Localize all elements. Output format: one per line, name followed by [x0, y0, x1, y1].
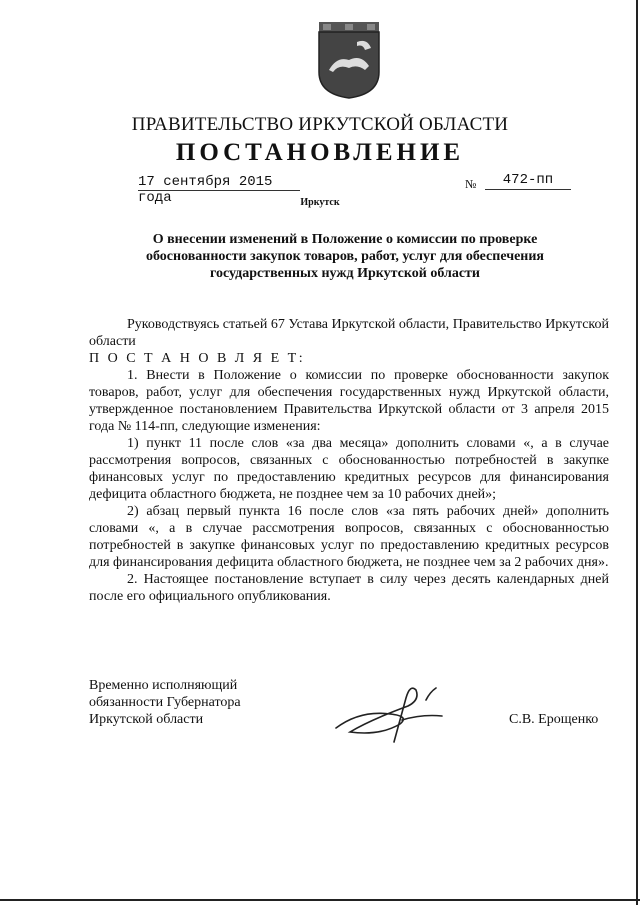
handwritten-signature [330, 680, 470, 750]
signatory-name: С.В. Ерощенко [509, 712, 599, 727]
item-2-paragraph: 2. Настоящее постановление вступает в силу через десять календарных дней после его официального опубликования. [89, 572, 609, 604]
decree-heading: П О С Т А Н О В Л Я Е Т: [89, 351, 306, 366]
document-subject: О внесении изменений в Положение о комиссии по проверке обоснованности закупок товаров, работ, услуг для обеспечения государственных нужд Иркутской области [145, 232, 545, 281]
page-edge-bottom [0, 899, 640, 901]
document-body [89, 316, 609, 605]
item-1-paragraph: 1. Внести в Положение о комиссии по проверке обоснованности закупок товаров, работ, услуг для обеспечения государственных нужд Иркутской области, утвержденное постановлением Правительства Иркутской области от 3 апреля 2015 года № 114-пп, следующие изменения: [89, 368, 609, 434]
position-line: обязанности Губернатора [89, 695, 241, 710]
document-type-title: ПОСТАНОВЛЕНИЕ [175, 139, 465, 166]
item-1-1-paragraph: 1) пункт 11 после слов «за два месяца» дополнить словами «, а в случае рассмотрения вопросов, связанных с обоснованностью потребностей в закупке финансовых услуг по предоставлению кредитных ресурсов для финансирования дефицита областного бюджета, не позднее чем за 10 рабочих дней»; [89, 436, 609, 502]
intro-paragraph: Руководствуясь статьей 67 Устава Иркутской области, Правительство Иркутской области [89, 317, 609, 349]
position-line: Иркутской области [89, 712, 204, 727]
document-city: Иркутск [300, 197, 340, 208]
document-date: 17 сентября 2015 года [138, 174, 300, 191]
number-sign: № [465, 177, 477, 191]
position-line: Временно исполняющий [89, 678, 238, 693]
coat-of-arms-icon [317, 20, 397, 100]
document-number: 472-пп [485, 172, 571, 190]
signatory-position [89, 677, 309, 728]
government-title: ПРАВИТЕЛЬСТВО ИРКУТСКОЙ ОБЛАСТИ [131, 114, 509, 135]
item-1-2-paragraph: 2) абзац первый пункта 16 после слов «за пять рабочих дней» дополнить словами «, а в случае рассмотрения вопросов, связанных с обоснованностью потребностей в закупке финансовых услуг по предоставлению кредитных ресурсов для финансирования дефицита областного бюджета, не позднее чем за 2 рабочих дня». [89, 504, 609, 570]
